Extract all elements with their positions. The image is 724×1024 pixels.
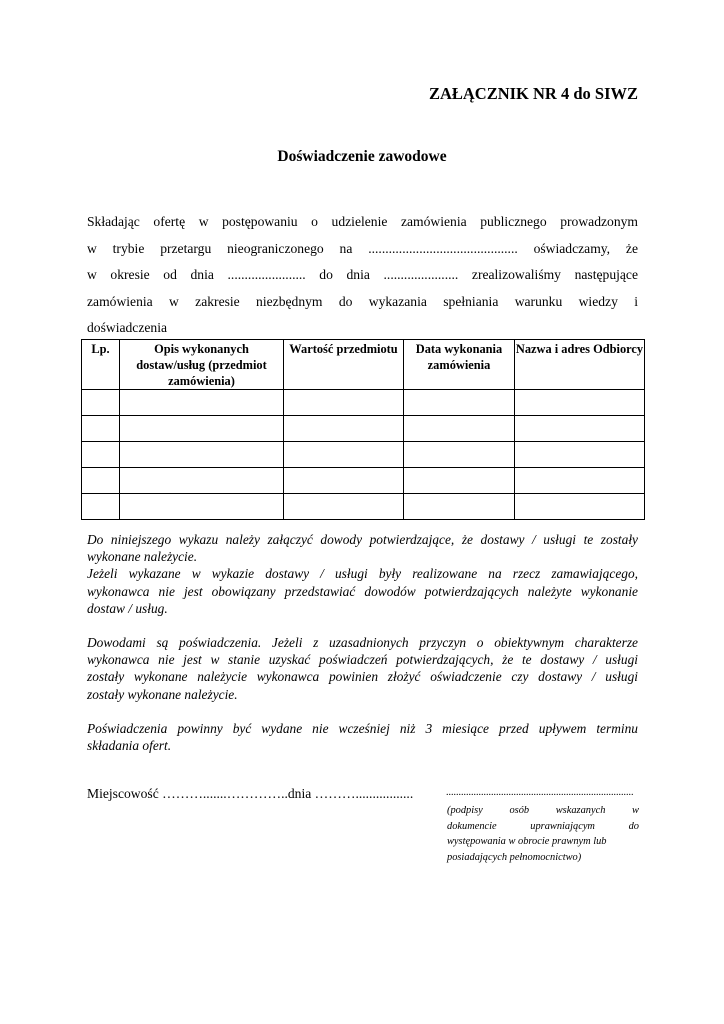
signature-caption-line: posiadających pełnomocnictwo)	[447, 851, 582, 863]
table-cell	[404, 494, 515, 520]
table-cell	[120, 494, 284, 520]
table-cell	[404, 416, 515, 442]
intro-line: doświadczenia	[87, 320, 168, 335]
note-line: Do niniejszego wykazu należy załączyć dowody potwierdzające, że dostawy / usługi te zostały	[87, 532, 638, 547]
note-attach-evidence	[87, 531, 638, 565]
note-line: Poświadczenia powinny być wydane nie wcześniej niż 3 miesiące przed upływem terminu	[87, 720, 638, 736]
table-cell	[82, 494, 120, 520]
note-line: wykonawca nie jest obowiązany przedstawiać dowodów potwierdzających należyte wykonanie	[87, 583, 638, 599]
table-cell	[515, 468, 645, 494]
note-certificates	[87, 634, 638, 703]
note-line: zostały wykonane należycie wykonawca powinien złożyć oświadczenie czy dostawy / usługi	[87, 669, 638, 685]
table-header-row	[82, 340, 645, 390]
table-row	[82, 416, 645, 442]
table-cell	[515, 390, 645, 416]
column-header-description: Opis wykonanych dostaw/usług (przedmiot zamówienia)	[120, 340, 284, 390]
note-certificate-validity	[87, 720, 638, 754]
notes-section	[87, 531, 638, 754]
note-line: Dowodami są poświadczenia. Jeżeli z uzasadnionych przyczyn o obiektywnym charakterze	[87, 635, 638, 651]
table-cell	[82, 416, 120, 442]
signature-caption-line: dokumencie uprawniającym do	[447, 820, 639, 832]
table-cell	[515, 442, 645, 468]
signature-caption-line: występowania w obrocie prawnym lub	[447, 836, 607, 848]
table-cell	[120, 416, 284, 442]
table-row	[82, 442, 645, 468]
table-row	[82, 468, 645, 494]
table-cell	[284, 442, 404, 468]
signature-caption	[447, 803, 639, 865]
paragraph-gap	[87, 617, 638, 634]
note-line: dostaw / usług.	[87, 600, 168, 616]
table-cell	[120, 468, 284, 494]
table-row	[82, 390, 645, 416]
column-header-lp: Lp.	[82, 340, 120, 390]
table-cell	[284, 494, 404, 520]
note-contracting-authority	[87, 565, 638, 617]
table-cell	[284, 416, 404, 442]
note-line: wykonawca nie jest w stanie uzyskać poświadczeń potwierdzających, że te dostawy / usługi	[87, 652, 638, 668]
intro-line: w trybie przetargu nieograniczonego na ............................................ oświadczamy, że	[87, 240, 638, 256]
experience-table	[81, 339, 645, 520]
table-cell	[404, 390, 515, 416]
column-header-value: Wartość przedmiotu	[284, 340, 404, 390]
table-row	[82, 494, 645, 520]
note-line: wykonane należycie.	[87, 549, 198, 565]
document-title: Doświadczenie zawodowe	[277, 148, 447, 165]
table-cell	[515, 494, 645, 520]
signature-line: ...........................................................................	[446, 787, 634, 798]
table-cell	[404, 468, 515, 494]
table-cell	[82, 468, 120, 494]
table-cell	[284, 390, 404, 416]
intro-line: Składając ofertę w postępowaniu o udzielenie zamówienia publicznego prowadzonym	[87, 214, 638, 229]
table-cell	[82, 442, 120, 468]
place-date-line: Miejscowość ……….......…………..dnia ……….................	[87, 786, 414, 801]
note-line: zostały wykonane należycie.	[87, 686, 238, 702]
table-cell	[284, 468, 404, 494]
column-header-recipient: Nazwa i adres Odbiorcy	[515, 340, 645, 390]
note-line: Jeżeli wykazane w wykazie dostawy / usługi były realizowane na rzecz zamawiającego,	[87, 566, 638, 582]
intro-line: w okresie od dnia ....................... do dnia ...................... zrealizowaliśmy następujące	[87, 267, 638, 282]
note-line: składania ofert.	[87, 738, 172, 754]
table-cell	[120, 390, 284, 416]
table-cell	[82, 390, 120, 416]
annex-title: ZAŁĄCZNIK NR 4 do SIWZ	[428, 84, 638, 103]
table-cell	[120, 442, 284, 468]
paragraph-gap	[87, 703, 638, 720]
column-header-completion-date: Data wykonania zamówienia	[404, 340, 515, 390]
table-cell	[404, 442, 515, 468]
intro-line: zamówienia w zakresie niezbędnym do wykazania spełniania warunku wiedzy i	[87, 293, 638, 309]
signature-caption-line: (podpisy osób wskazanych w	[447, 805, 639, 816]
intro-paragraph	[87, 209, 638, 342]
table-cell	[515, 416, 645, 442]
